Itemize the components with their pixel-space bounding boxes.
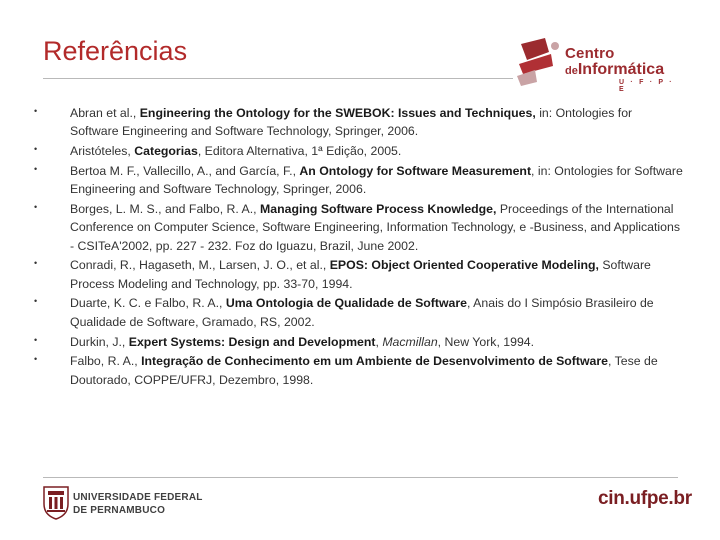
ci-logo-line2-prefix: de	[565, 65, 578, 77]
reference-title: EPOS: Object Oriented Cooperative Modeling,	[329, 258, 599, 273]
ci-logo-line2-main: Informática	[577, 61, 665, 78]
ufpe-shield-icon	[43, 484, 69, 520]
reference-source: in: Ontologies for Software Engineering and Software Technology, Springer, 2006.	[70, 106, 633, 139]
footer-divider	[43, 477, 678, 478]
ufpe-name-line1: UNIVERSIDADE FEDERAL	[73, 492, 203, 503]
reference-text	[70, 256, 684, 293]
reference-item	[34, 104, 684, 141]
reference-text	[70, 162, 684, 199]
reference-authors: Aristóteles,	[70, 144, 135, 159]
reference-source: , Editora Alternativa, 1ª Edição, 2005.	[197, 144, 402, 159]
cin-url: cin.ufpe.br	[598, 488, 692, 509]
title-divider	[43, 78, 513, 79]
reference-source: Proceedings of the International Conference on Computer Science, Software Engineering, Information Technology, e -Business, and Applications - CSITeA'2002, pp. 227 - 232. Foz do Iguazu, Brazil, June 2002.	[70, 201, 680, 253]
reference-authors: Borges, L. M. S., and Falbo, R. A.,	[70, 201, 261, 216]
reference-item	[34, 142, 684, 160]
ci-logo-line1: Centro	[565, 45, 615, 62]
reference-text	[70, 294, 684, 331]
reference-title: Engineering the Ontology for the SWEBOK: Issues and Techniques,	[139, 106, 536, 120]
ufpe-name	[73, 491, 203, 517]
reference-source: , Anais do I Simpósio Brasileiro de Qualidade de Software, Gramado, RS, 2002.	[70, 296, 654, 329]
bullet-icon: •	[34, 354, 38, 365]
ci-logo-subtitle: U · F · P · E	[619, 79, 674, 93]
reference-source: , in: Ontologies for Software Engineering and Software Technology, Springer, 2006.	[70, 163, 683, 197]
ufpe-logo	[43, 484, 203, 524]
slide-title: Referências	[43, 36, 188, 66]
bullet-icon: •	[34, 163, 38, 174]
reference-authors: Conradi, R., Hagaseth, M., Larsen, J. O., et al.,	[70, 258, 330, 273]
reference-item	[34, 162, 684, 199]
reference-authors: Bertoa M. F., Vallecillo, A., and García, F.,	[70, 163, 300, 178]
reference-authors: Abran et al.,	[70, 106, 140, 120]
reference-item	[34, 333, 684, 351]
reference-text	[70, 142, 684, 160]
reference-title: Managing Software Process Knowledge,	[260, 201, 497, 216]
reference-title: Expert Systems: Design and Development	[128, 334, 376, 349]
reference-item	[34, 294, 684, 331]
reference-authors: Duarte, K. C. e Falbo, R. A.,	[70, 296, 226, 311]
reference-title: An Ontology for Software Measurement	[299, 163, 532, 178]
reference-text	[70, 104, 684, 141]
reference-title: Integração de Conhecimento em um Ambiente de Desenvolvimento de Software	[141, 354, 609, 369]
bullet-icon: •	[34, 144, 38, 155]
reference-source: , New York, 1994.	[437, 334, 535, 349]
bullet-icon: •	[34, 106, 38, 116]
centro-de-informatica-logo	[515, 36, 680, 91]
references-list	[34, 104, 684, 390]
ci-logo-line2	[565, 61, 664, 79]
reference-source: Software Process Modeling and Technology, pp. 33-70, 1994.	[70, 258, 651, 291]
reference-publisher: Macmillan	[382, 334, 438, 349]
reference-item	[34, 200, 684, 255]
reference-item	[34, 256, 684, 293]
reference-item	[34, 352, 684, 389]
bullet-icon: •	[34, 201, 38, 212]
reference-text	[70, 352, 684, 389]
cin-emblem-icon	[515, 36, 563, 88]
bullet-icon: •	[34, 296, 38, 307]
reference-source: , Tese de Doutorado, COPPE/UFRJ, Dezembro, 1998.	[70, 354, 658, 387]
reference-authors: Durkin, J.,	[70, 334, 129, 349]
reference-title: Categorias	[134, 144, 198, 159]
reference-separator: ,	[375, 334, 383, 349]
bullet-icon: •	[34, 258, 38, 269]
reference-text	[70, 200, 684, 255]
ufpe-name-line2: DE PERNAMBUCO	[73, 505, 166, 516]
reference-title: Uma Ontologia de Qualidade de Software	[225, 296, 468, 311]
reference-authors: Falbo, R. A.,	[70, 354, 142, 369]
bullet-icon: •	[34, 334, 38, 345]
reference-text	[70, 333, 684, 351]
